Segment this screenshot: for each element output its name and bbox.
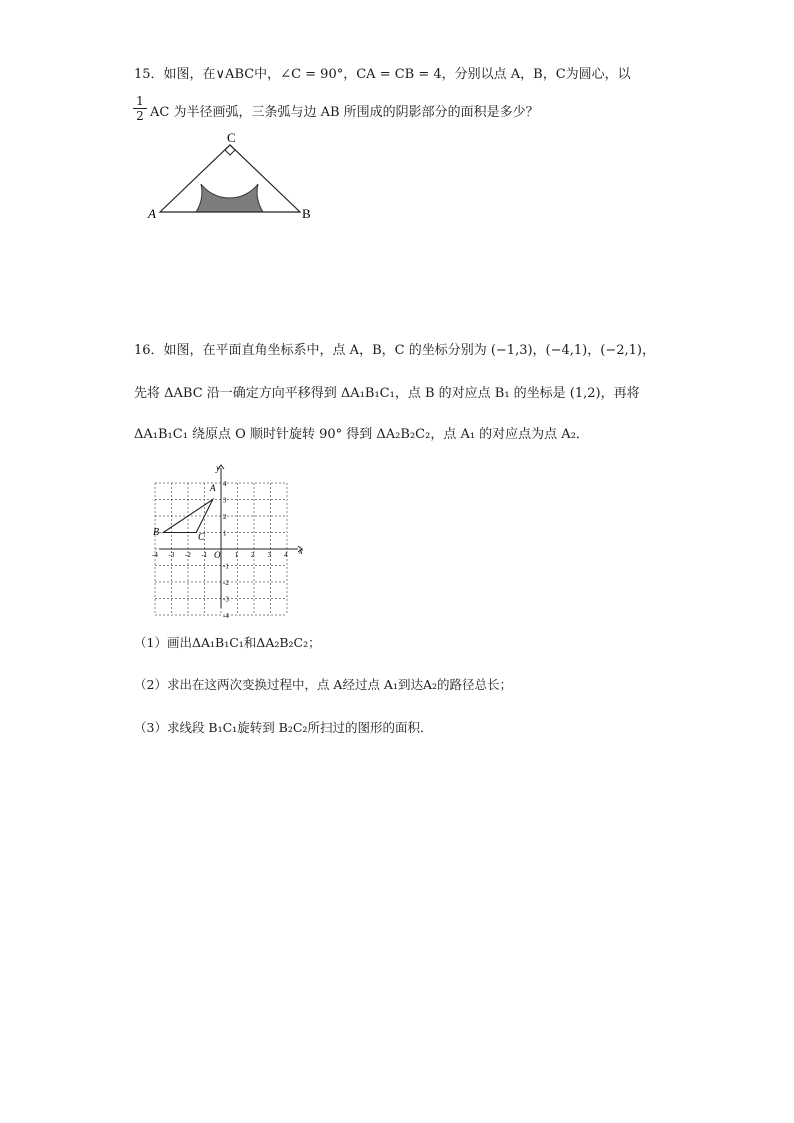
q16-origin-label: O	[214, 550, 221, 560]
x-tick-label: -2	[185, 551, 191, 559]
q16-line1: 16．如图，在平面直角坐标系中，点 A，B，C 的坐标分别为 (−1,3)，(−4,1)，(−2,1)，	[134, 343, 655, 358]
y-tick-label: -2	[223, 579, 229, 587]
q16-sub1: （1）画出ΔA₁B₁C₁和ΔA₂B₂C₂；	[134, 635, 321, 650]
q15-right-angle-mark	[225, 145, 235, 155]
y-tick-label: 3	[223, 496, 227, 505]
q16-line2: 先将 ΔABC 沿一确定方向平移得到 ΔA₁B₁C₁，点 B 的对应点 B₁ 的坐标是 (1,2)，再将	[134, 386, 640, 401]
q16-label-b: B	[153, 527, 160, 538]
y-tick-label: 2	[223, 513, 227, 521]
q16-line3: ΔA₁B₁C₁ 绕原点 O 顺时针旋转 90° 得到 ΔA₂B₂C₂，点 A₁ 的对应点为点 A₂．	[134, 427, 589, 442]
q16-coordinate-grid	[150, 462, 310, 620]
x-tick-label: -4	[152, 551, 158, 559]
x-tick-label: 4	[284, 551, 288, 559]
y-tick-label: 1	[223, 529, 227, 538]
q16-sub2: （2）求出在这两次变换过程中，点 A经过点 A₁到达A₂的路径总长；	[134, 677, 513, 692]
q15-fraction-numerator: 1	[136, 94, 144, 108]
x-tick-label: -3	[168, 551, 175, 559]
q15-fraction-denominator: 2	[136, 109, 144, 123]
y-tick-label: -3	[223, 595, 229, 604]
q15-label-b: B	[302, 206, 311, 221]
x-tick-label: 2	[251, 551, 255, 559]
q15-line1: 15．如图，在∨ABC中，∠C = 90°，CA = CB = 4，分别以点 A，B，C为圆心，以	[134, 67, 631, 82]
y-tick-label: -1	[223, 562, 229, 571]
q16-y-label: y	[216, 463, 220, 473]
q15-fraction	[133, 95, 147, 122]
q15-line2: AC 为半径画弧，三条弧与边 AB 所围成的阴影部分的面积是多少？	[150, 105, 539, 120]
q15-label-a: A	[148, 206, 156, 221]
q15-triangle-figure	[140, 132, 320, 228]
q16-label-c: C	[198, 532, 205, 543]
q15-shaded-region	[196, 184, 263, 212]
y-tick-label: -4	[223, 612, 229, 620]
q16-label-a: A	[210, 483, 216, 493]
x-tick-label: 3	[267, 551, 271, 559]
q16-sub3: （3）求线段 B₁C₁旋转到 B₂C₂所扫过的图形的面积．	[134, 720, 433, 735]
x-tick-label: 1	[234, 551, 238, 559]
x-tick-label: -1	[201, 551, 208, 559]
q16-x-label: x	[299, 546, 303, 556]
q15-label-c: C	[227, 130, 236, 145]
y-tick-label: 4	[223, 480, 227, 488]
